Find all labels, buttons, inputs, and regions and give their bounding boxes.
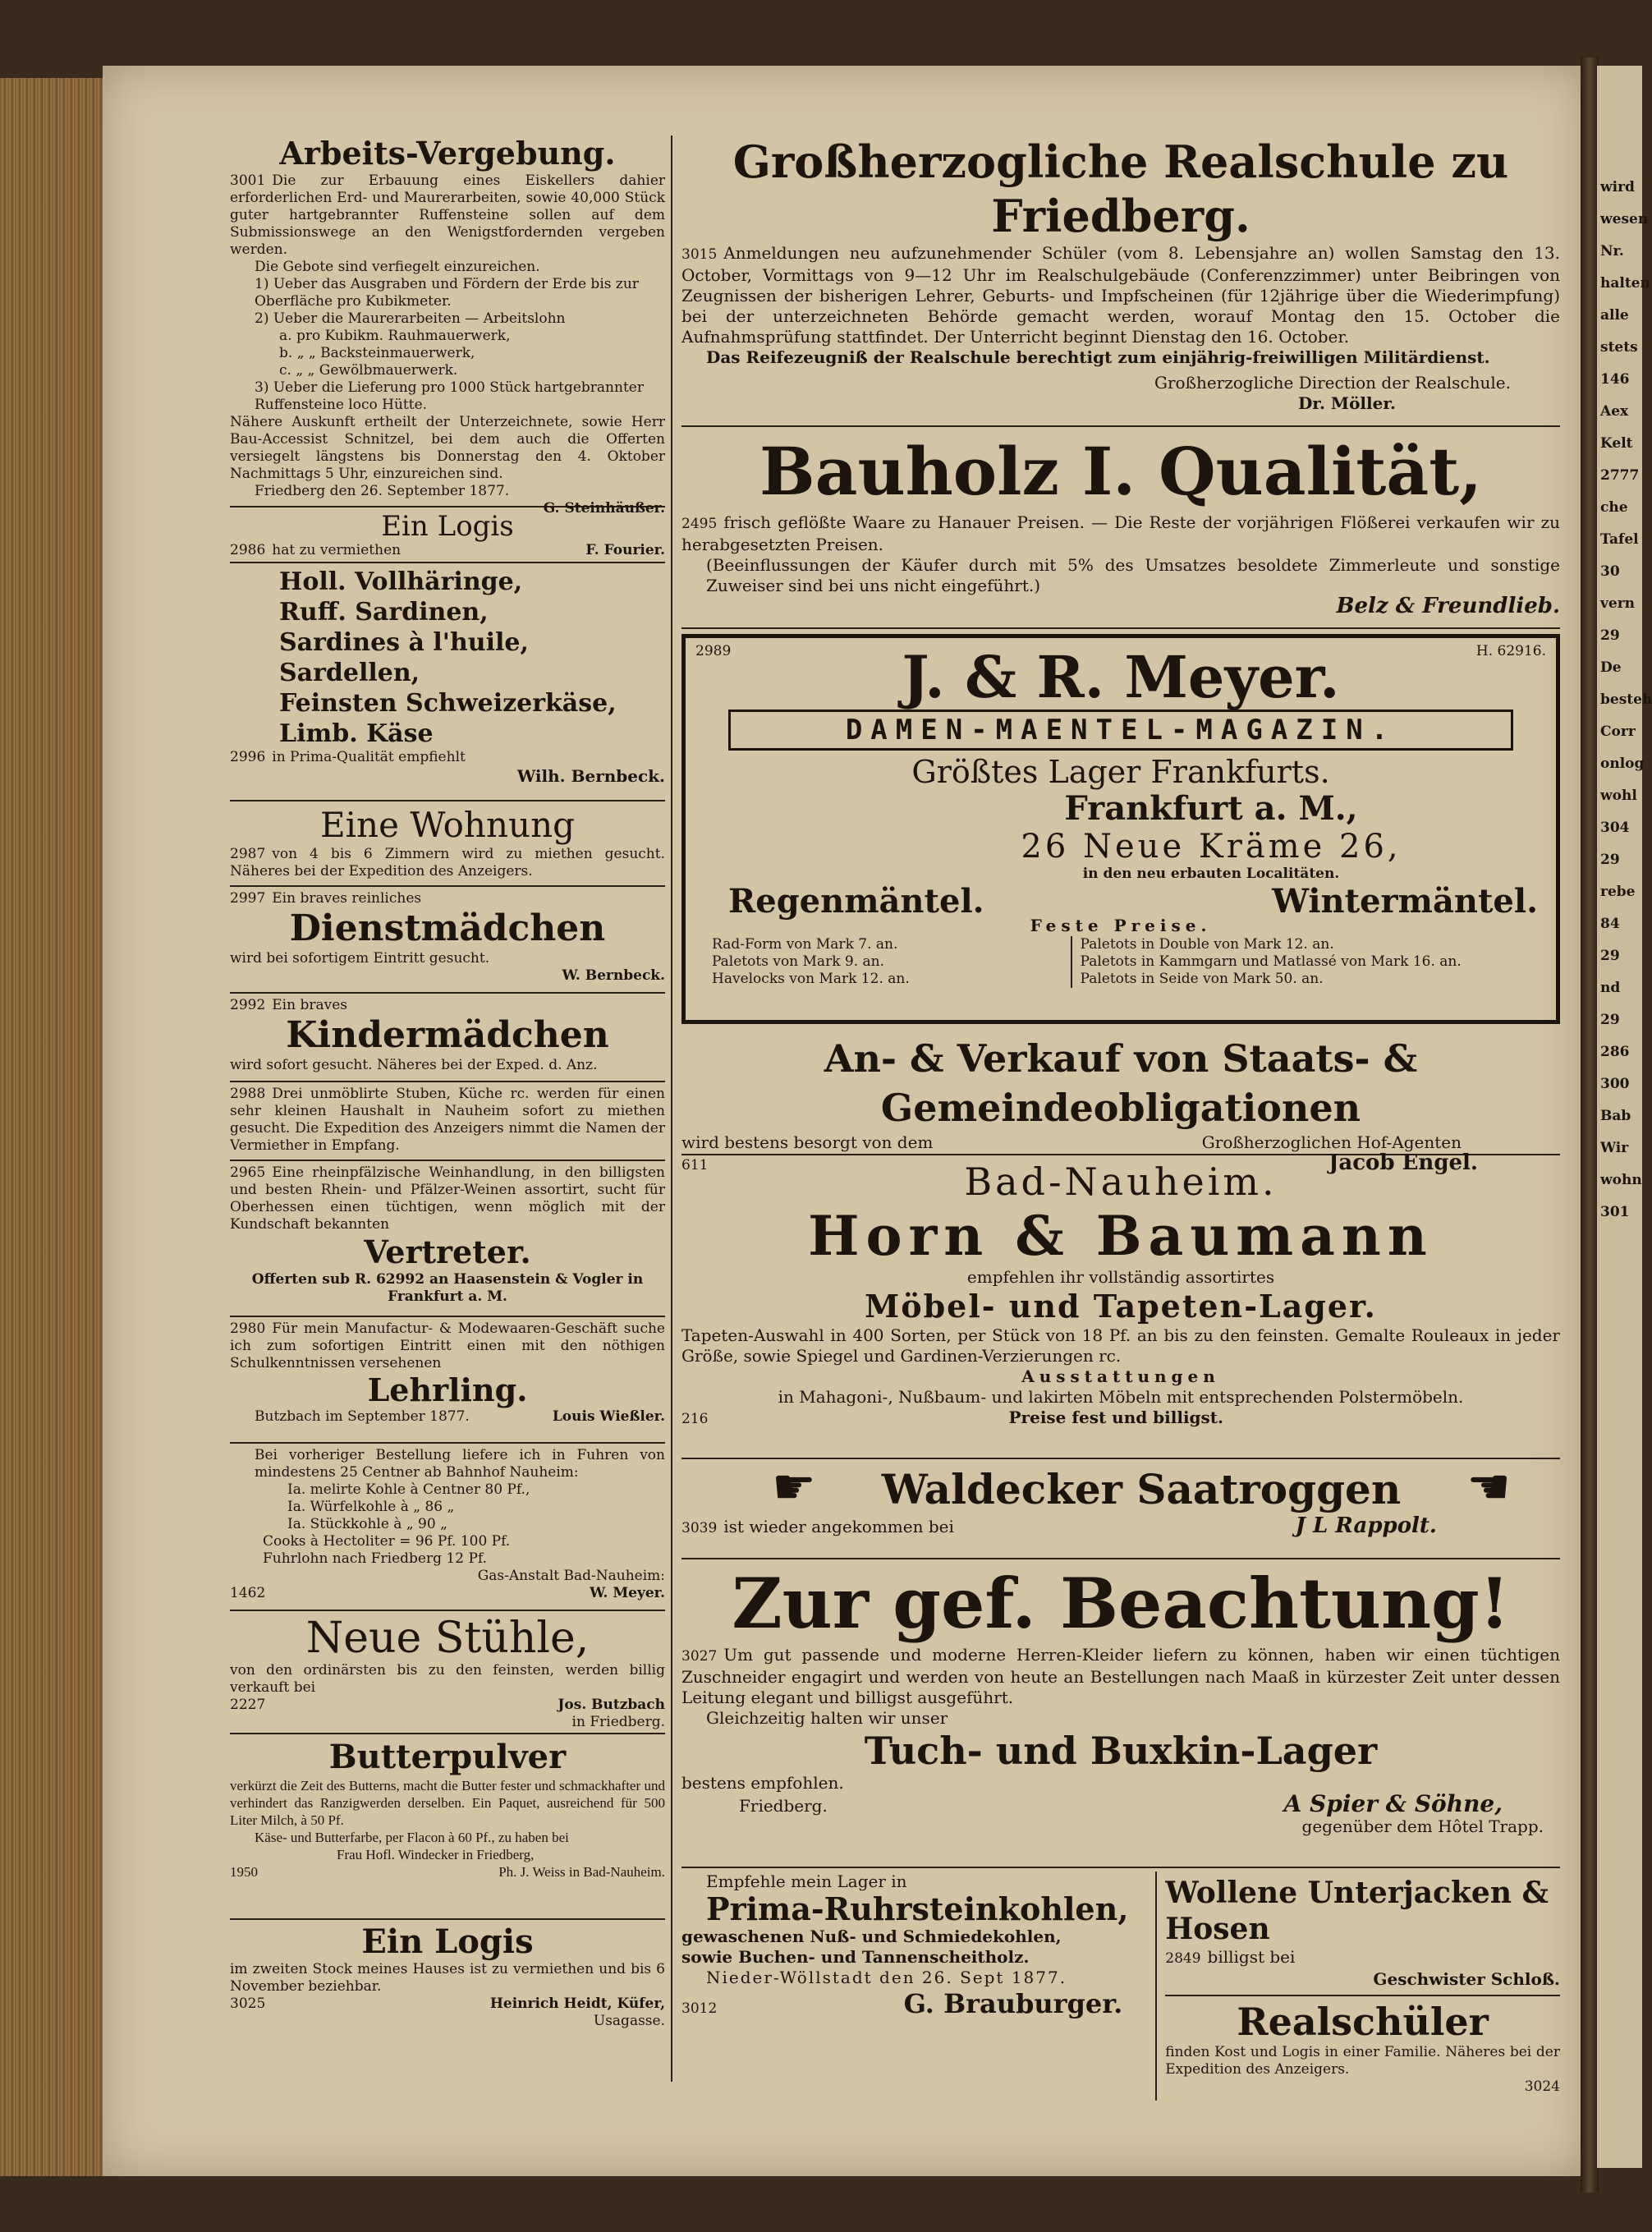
ad-prices: Preise fest und billigst. bbox=[1008, 1408, 1223, 1427]
margin-fragment: wird bbox=[1600, 179, 1635, 195]
ad-text2: Gleichzeitig halten wir unser bbox=[706, 1708, 948, 1728]
product-line: Sardines à l'huile, bbox=[279, 628, 529, 657]
margin-fragment: 29 bbox=[1600, 852, 1620, 868]
margin-fragment: stets bbox=[1600, 339, 1638, 356]
ad-line: sowie Buchen- und Tannenscheitholz. bbox=[681, 1947, 1030, 1967]
ad-place: Bad-Nauheim. bbox=[964, 1160, 1278, 1204]
ad-realschule bbox=[681, 131, 1560, 427]
price-line: Rad-Form von Mark 7. an. bbox=[712, 936, 898, 953]
ad-signature: Louis Wießler. bbox=[552, 1408, 665, 1425]
ad-signature: Geschwister Schloß. bbox=[1373, 1969, 1560, 1989]
ad-title: Horn & Baumann bbox=[808, 1204, 1434, 1268]
margin-fragment: onlog bbox=[1600, 755, 1645, 772]
ad-pre: Ein braves bbox=[272, 997, 347, 1013]
ad-number: 3001 bbox=[230, 172, 266, 189]
ad-number: 2996 bbox=[230, 749, 266, 765]
price-line: Ia. Stückkohle à „ 90 „ bbox=[287, 1516, 447, 1532]
seller-line: Frau Hofl. Windecker in Friedberg, bbox=[337, 1847, 535, 1862]
ad-title: Waldecker Saatroggen bbox=[881, 1465, 1402, 1513]
ad-kindermaedchen bbox=[230, 994, 665, 1082]
ad-pre: Ein braves reinliches bbox=[272, 890, 422, 907]
margin-fragment: rebe bbox=[1600, 884, 1636, 900]
ad-lager: Tuch- und Buxkin-Lager bbox=[864, 1729, 1378, 1773]
ad-butterpulver bbox=[230, 1734, 665, 1920]
ad-fuhrlohn: Fuhrlohn nach Friedberg 12 Pf. bbox=[263, 1550, 487, 1567]
ad-title: Kindermädchen bbox=[286, 1014, 609, 1056]
ad-realschueler bbox=[1165, 1996, 1560, 2101]
margin-fragment: De bbox=[1600, 659, 1622, 676]
margin-fragment: vern bbox=[1600, 595, 1636, 612]
ad-org: Großherzogliche Direction der Realschule. bbox=[1154, 373, 1511, 393]
ad-note: (Beeinflussungen der Käufer durch mit 5% des Umsatzes besoldete Zimmerleute und sonstige Zuweiser sind bei uns nicht eingeführt.) bbox=[706, 555, 1560, 595]
margin-fragment: 29 bbox=[1600, 627, 1620, 644]
ad-title: Dienstmädchen bbox=[289, 907, 606, 949]
ad-lehrling bbox=[230, 1317, 665, 1444]
margin-fragment: 300 bbox=[1600, 1076, 1630, 1092]
ad-signature: W. Meyer. bbox=[590, 1585, 665, 1601]
margin-fragment: Kelt bbox=[1600, 435, 1633, 452]
next-page-margin-text bbox=[1600, 179, 1652, 2069]
ad-number: 2849 bbox=[1165, 1950, 1201, 1967]
ad-number: 3027 bbox=[681, 1648, 718, 1665]
bottom-ads bbox=[681, 1868, 1560, 2101]
ad-number: 2987 bbox=[230, 846, 266, 862]
ad-closing: Nähere Auskunft ertheilt der Unterzeichnete, sowie Herr Bau-Accessist Schnitzel, bei dem auch die Offerten versiegelt längstens bis Donnerstag den 4. Oktober Nachmittags 5 Uhr, einzureichen sind. bbox=[230, 414, 665, 482]
ad-signature: J L Rappolt. bbox=[1295, 1513, 1437, 1538]
ad-number: 2227 bbox=[230, 1697, 266, 1713]
margin-fragment: Tafel bbox=[1600, 531, 1639, 548]
margin-fragment: 29 bbox=[1600, 948, 1620, 964]
ad-signature: W. Bernbeck. bbox=[562, 967, 665, 984]
ad-right-stack bbox=[1155, 1871, 1560, 2101]
ad-body: Anmeldungen neu aufzunehmender Schüler (vom 8. Lebensjahre an) wollen Samstag den 13. October, Vormittags von 9—12 Uhr im Realschulgebäude (Conferenzzimmer) unter Beibringen von Zeugnissen der bisherigen Lehrer, Geburts- und Impfscheinen (für 12jährige über die Wiederimpfung) bei der unterzeichneten Behörde gemacht werden, worauf Montag den 15. October die Aufnahmsprüfung stattfindet. Der Unterricht beginnt Dienstag den 16. October. bbox=[681, 243, 1560, 347]
ad-number: 1950 bbox=[230, 1864, 258, 1880]
ad-signature: Belz & Freundlieb. bbox=[1336, 594, 1560, 618]
price-line: Paletots in Kammgarn und Matlassé von Mark 16. an. bbox=[1080, 953, 1462, 970]
ad-signature: Jacob Engel. bbox=[1328, 1150, 1478, 1175]
ad-offer: Offerten sub R. 62992 an Haasenstein & Vogler in Frankfurt a. M. bbox=[251, 1271, 644, 1305]
ad-number: 611 bbox=[681, 1157, 709, 1173]
ad-number: 2965 bbox=[230, 1164, 266, 1181]
product-line: Limb. Käse bbox=[279, 719, 434, 748]
ad-number: 3012 bbox=[681, 2000, 718, 2017]
ad-lager: Möbel- und Tapeten-Lager. bbox=[865, 1288, 1377, 1325]
ad-arbeits-vergebung bbox=[230, 131, 665, 517]
ad-dienstmaedchen bbox=[230, 887, 665, 994]
margin-fragment: Bab bbox=[1600, 1108, 1631, 1124]
ad-signature: G. Brauburger. bbox=[903, 1988, 1123, 2019]
margin-fragment: 2777 bbox=[1600, 467, 1640, 484]
ad-signature: Dr. Möller. bbox=[1297, 393, 1396, 413]
margin-fragment: 301 bbox=[1600, 1204, 1630, 1220]
ad-title: Großherzogliche Realschule zu Friedberg. bbox=[732, 135, 1509, 242]
ad-title: Wollene Unterjacken & Hosen bbox=[1165, 1876, 1549, 1946]
book-page-edges bbox=[0, 78, 103, 2176]
ad-text: im zweiten Stock meines Hauses ist zu vermiethen und bis 6 November beziehbar. bbox=[230, 1961, 665, 1995]
seller-line: Ph. J. Weiss in Bad-Nauheim. bbox=[498, 1864, 665, 1880]
ad-number: 2986 bbox=[230, 542, 266, 558]
ad-number: 1462 bbox=[230, 1585, 266, 1601]
ad-text3: bestens empfohlen. bbox=[681, 1773, 844, 1793]
ad-number: 216 bbox=[681, 1411, 709, 1427]
ad-stuben bbox=[230, 1082, 665, 1161]
ad-vertreter bbox=[230, 1161, 665, 1317]
pointing-hand-left-icon: ☚ bbox=[1466, 1458, 1511, 1516]
ad-title: Lehrling. bbox=[367, 1371, 528, 1408]
ad-neue-stuehle bbox=[230, 1611, 665, 1734]
margin-fragment: wesen bbox=[1600, 211, 1649, 227]
ad-text: von 4 bis 6 Zimmern wird zu miethen gesucht. Näheres bei der Expedition des Anzeigers. bbox=[230, 846, 665, 879]
ad-text: ist wieder angekommen bei bbox=[723, 1517, 954, 1536]
price-line: Paletots in Seide von Mark 50. an. bbox=[1080, 971, 1324, 987]
margin-fragment: Nr. bbox=[1600, 243, 1624, 259]
ad-bauholz bbox=[681, 427, 1560, 629]
ad-org: Großherzoglichen Hof-Agenten bbox=[1201, 1132, 1462, 1152]
ad-number: 2989 bbox=[695, 643, 732, 659]
ad-left-head: Regenmäntel. bbox=[728, 882, 984, 921]
margin-fragment: 286 bbox=[1600, 1044, 1630, 1060]
price-line: Ia. melirte Kohle à Centner 80 Pf., bbox=[287, 1481, 530, 1498]
margin-fragment: che bbox=[1600, 499, 1628, 516]
ad-item: 3) Ueber die Lieferung pro 1000 Stück hartgebrannter Ruffensteine loco Hütte. bbox=[255, 379, 644, 413]
ad-title: Butterpulver bbox=[328, 1738, 567, 1776]
price-line: Cooks à Hectoliter = 96 Pf. 100 Pf. bbox=[263, 1533, 511, 1550]
ad-fixed-prices: Feste Preise. bbox=[1030, 916, 1212, 935]
price-line: Paletots von Mark 9. an. bbox=[712, 953, 885, 970]
ad-text: von den ordinärsten bis zu den feinsten, werden billig verkauft bei bbox=[230, 1662, 665, 1696]
right-column bbox=[681, 131, 1560, 2101]
book-gutter bbox=[1581, 57, 1599, 2193]
margin-fragment: alle bbox=[1600, 307, 1629, 324]
ad-notice: Das Reifezeugniß der Realschule berechtigt zum einjährig-freiwilligen Militärdienst. bbox=[706, 347, 1490, 367]
ad-title: Vertreter. bbox=[364, 1233, 531, 1270]
ad-aus-text: in Mahagoni-, Nußbaum- und lakirten Möbeln mit entsprechenden Polstermöbeln. bbox=[778, 1387, 1464, 1407]
ad-title: Ein Logis bbox=[381, 510, 514, 543]
ad-number: 2992 bbox=[230, 997, 266, 1013]
ad-number: 2980 bbox=[230, 1320, 266, 1337]
ad-place: Usagasse. bbox=[593, 2013, 665, 2029]
ad-ausstattungen: Ausstattungen bbox=[1021, 1366, 1220, 1386]
ad-intro: Bei vorheriger Bestellung liefere ich in Fuhren von mindestens 25 Centner ab Bahnhof Nauheim: bbox=[255, 1447, 665, 1481]
ad-intro: Die Gebote sind verfiegelt einzureichen. bbox=[255, 259, 540, 275]
ad-address: gegenüber dem Hôtel Trapp. bbox=[1301, 1816, 1544, 1836]
ad-subtitle: Größtes Lager Frankfurts. bbox=[911, 754, 1330, 790]
ad-text: Eine rheinpfälzische Weinhandlung, in den billigsten und besten Rhein- und Pfälzer-Weinen assortirt, sucht für Oberhessen einen tüchtigen, wenn möglich mit der Kundschaft bekannten bbox=[230, 1164, 665, 1233]
margin-fragment: nd bbox=[1600, 980, 1621, 996]
price-line: Ia. Würfelkohle à „ 86 „ bbox=[287, 1499, 455, 1515]
product-line: Holl. Vollhäringe, bbox=[279, 567, 523, 596]
ad-logis-2 bbox=[230, 1920, 665, 2035]
margin-fragment: wohl bbox=[1600, 788, 1637, 804]
ad-number: 2495 bbox=[681, 516, 718, 532]
ad-place: Friedberg. bbox=[739, 1796, 828, 1816]
ad-meyer bbox=[681, 634, 1560, 1024]
ad-item: a. pro Kubikm. Rauhmauerwerk, bbox=[279, 328, 511, 344]
ad-item: 1) Ueber das Ausgraben und Fördern der Erde bis zur Oberfläche pro Kubikmeter. bbox=[255, 276, 639, 310]
ad-title: J. & R. Meyer. bbox=[902, 643, 1340, 711]
column-divider bbox=[671, 135, 672, 2082]
product-line: Feinsten Schweizerkäse, bbox=[279, 689, 617, 718]
margin-fragment: 84 bbox=[1600, 916, 1620, 932]
margin-fragment: 30 bbox=[1600, 563, 1620, 580]
ad-signature: Wilh. Bernbeck. bbox=[516, 766, 665, 786]
next-page-fragment bbox=[1597, 66, 1652, 2168]
margin-fragment: 146 bbox=[1600, 371, 1630, 388]
ad-number: 2988 bbox=[230, 1086, 266, 1102]
ad-text: in Prima-Qualität empfiehlt bbox=[272, 749, 466, 765]
ad-kohle bbox=[230, 1444, 665, 1611]
margin-fragment: wohn bbox=[1600, 1172, 1642, 1188]
ad-text: billigst bei bbox=[1207, 1947, 1296, 1967]
ad-right-head: Wintermäntel. bbox=[1272, 882, 1538, 921]
ad-ref: H. 62916. bbox=[1475, 643, 1546, 659]
ad-text: verkürzt die Zeit des Butterns, macht die Butter fester und schmackhafter und verhindert das Ranzigwerden derselben. Ein Paquet, ausreichend für 500 Liter Milch, à 50 Pf. bbox=[230, 1778, 665, 1828]
ad-place: in Friedberg. bbox=[571, 1714, 665, 1730]
ad-title: Neue Stühle, bbox=[305, 1614, 590, 1663]
margin-fragment: besteh bbox=[1600, 691, 1652, 708]
ad-text: Um gut passende und moderne Herren-Kleider liefern zu können, haben wir einen tüchtigen Zuschneider engagirt und werden von heute an Bestellungen nach Maaß in kürzester Zeit unter dessen Leitung elegant und billigst ausgeführt. bbox=[681, 1645, 1560, 1707]
left-column bbox=[230, 131, 665, 2035]
ad-text: finden Kost und Logis in einer Familie. Näheres bei der Expedition des Anzeigers. bbox=[1165, 2044, 1560, 2078]
pointing-hand-right-icon: ☛ bbox=[772, 1458, 816, 1516]
ad-number: 3025 bbox=[230, 1995, 266, 2012]
ad-signature: A Spier & Söhne, bbox=[1283, 1790, 1503, 1817]
margin-fragment: Corr bbox=[1600, 723, 1636, 740]
ad-text: wird bei sofortigem Eintritt gesucht. bbox=[230, 950, 490, 967]
ad-unterjacken bbox=[1165, 1871, 1560, 1996]
ad-text: Für mein Manufactur- & Modewaaren-Geschäft suche ich zum sofortigen Eintritt einen mit den nöthigen Schulkenntnissen versehenen bbox=[230, 1320, 665, 1371]
ad-detail: Tapeten-Auswahl in 400 Sorten, per Stück von 18 Pf. an bis zu den feinsten. Gemalte Rouleaux in jeder Größe, sowie Spiegel und Gardinen-Verzierungen rc. bbox=[681, 1325, 1560, 1366]
ad-title: Arbeits-Vergebung. bbox=[279, 135, 616, 172]
ad-title: Zur gef. Beachtung! bbox=[732, 1563, 1510, 1644]
ad-haeringe bbox=[230, 563, 665, 801]
ad-text: hat zu vermiethen bbox=[272, 542, 402, 558]
ad-title: Bauholz I. Qualität, bbox=[759, 433, 1482, 510]
ad-firm: Gas-Anstalt Bad-Nauheim: bbox=[477, 1568, 665, 1584]
ad-signature: F. Fourier. bbox=[585, 542, 665, 558]
ad-text: frisch geflößte Waare zu Hanauer Preisen. — Die Reste der vorjährigen Flößerei verkaufen wir zu herabgesetzten Preisen. bbox=[681, 512, 1560, 554]
ad-beachtung bbox=[681, 1559, 1560, 1868]
ad-item: 2) Ueber die Maurerarbeiten — Arbeitslohn bbox=[255, 310, 566, 327]
product-line: Sardellen, bbox=[279, 659, 420, 687]
ad-date: Friedberg den 26. September 1877. bbox=[255, 483, 510, 499]
ad-number: 3024 bbox=[1524, 2078, 1560, 2095]
ad-address: 26 Neue Kräme 26, bbox=[1021, 828, 1402, 866]
ad-new-localities: in den neu erbauten Localitäten. bbox=[1082, 866, 1340, 882]
ad-text: empfehlen ihr vollständig assortirtes bbox=[966, 1267, 1275, 1287]
ad-text: wird sofort gesucht. Näheres bei der Exped. d. Anz. bbox=[230, 1057, 598, 1073]
ad-date: Nieder-Wöllstadt den 26. Sept 1877. bbox=[706, 1968, 1067, 1987]
ad-title: Eine Wohnung bbox=[319, 805, 576, 845]
ad-number: 3039 bbox=[681, 1520, 718, 1536]
ad-signature: Heinrich Heidt, Küfer, bbox=[489, 1995, 665, 2012]
ad-text: wird bestens besorgt von dem bbox=[681, 1132, 934, 1152]
margin-fragment: halten bbox=[1600, 275, 1650, 292]
margin-fragment: 304 bbox=[1600, 820, 1630, 836]
ad-banner: DAMEN-MAENTEL-MAGAZIN. bbox=[728, 710, 1513, 751]
ad-title: An- & Verkauf von Staats- & Gemeindeobligationen bbox=[824, 1036, 1418, 1130]
ad-engel bbox=[681, 1031, 1560, 1175]
margin-fragment: Aex bbox=[1600, 403, 1629, 420]
ad-title: Ein Logis bbox=[361, 1922, 534, 1961]
ad-text2: Käse- und Butterfarbe, per Flacon à 60 Pf., zu haben bei bbox=[255, 1830, 569, 1845]
ad-horn-baumann bbox=[681, 1150, 1560, 1459]
ad-signature: G. Steinhäußer. bbox=[543, 500, 665, 517]
ad-number: 2997 bbox=[230, 890, 266, 907]
ad-title: Realschüler bbox=[1237, 2000, 1489, 2044]
ad-title: Prima-Ruhrsteinkohlen, bbox=[706, 1890, 1129, 1927]
price-line: Paletots in Double von Mark 12. an. bbox=[1080, 936, 1334, 953]
margin-fragment: 29 bbox=[1600, 1012, 1620, 1028]
ad-wohnung bbox=[230, 801, 665, 887]
product-line: Ruff. Sardinen, bbox=[279, 598, 489, 627]
ad-signature: Jos. Butzbach bbox=[558, 1697, 665, 1713]
ad-line: gewaschenen Nuß- und Schmiedekohlen, bbox=[681, 1927, 1062, 1946]
ad-item: c. „ „ Gewölbmauerwerk. bbox=[279, 362, 458, 379]
price-line: Havelocks von Mark 12. an. bbox=[712, 971, 910, 987]
ad-kohlen bbox=[681, 1871, 1155, 2101]
ad-item: b. „ „ Backsteinmauerwerk, bbox=[279, 345, 475, 361]
ad-line: Empfehle mein Lager in bbox=[706, 1871, 907, 1891]
ad-date: Butzbach im September 1877. bbox=[255, 1408, 470, 1425]
ad-saatroggen bbox=[681, 1459, 1560, 1559]
ad-city: Frankfurt a. M., bbox=[1064, 789, 1358, 828]
ad-number: 3015 bbox=[681, 246, 718, 263]
margin-fragment: Wir bbox=[1600, 1140, 1629, 1156]
ad-text: Drei unmöblirte Stuben, Küche rc. werden für einen sehr kleinen Haushalt in Nauheim sofort zu miethen gesucht. Die Expedition des Anzeigers nimmt die Namen der Vermiether in Empfang. bbox=[230, 1086, 665, 1154]
ad-body: Die zur Erbauung eines Eiskellers dahier erforderlichen Erd- und Maurerarbeiten, sowie 40,000 Stück guter hartgebrannter Ruffensteine sollen auf dem Submissionswege an den Wenigstfordernden vergeben werden. bbox=[230, 172, 665, 258]
